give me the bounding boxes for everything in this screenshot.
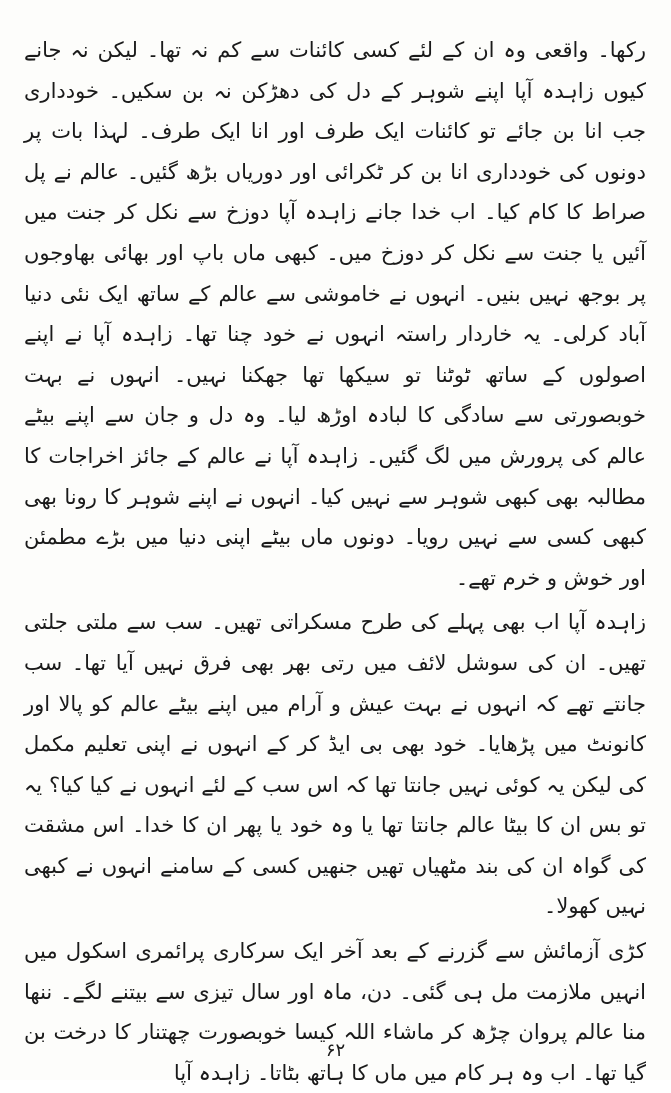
page-number: ۶۲ <box>325 1040 346 1061</box>
paragraph-3: کڑی آزمائش سے گزرنے کے بعد آخر ایک سرکاری پرائمری اسکول میں انہیں ملازمت مل ہی گئی۔ دن، ماہ اور سال تیزی سے بیتنے لگے۔ ننھا منا عالم پروان چڑھ کر ماشاء اللہ کیسا خوبصورت چھتنار کا درخت بن گیا تھا۔ اب وہ ہر کام میں ماں کا ہاتھ بٹاتا۔ زاہدہ آپا <box>24 939 646 1085</box>
page-body-text <box>24 30 646 1093</box>
paragraph-1: رکھا۔ واقعی وہ ان کے لئے کسی کائنات سے کم نہ تھا۔ لیکن نہ جانے کیوں زاہدہ آپا اپنے شوہر کے دل کی دھڑکن نہ بن سکیں۔ خودداری جب انا بن جائے تو کائنات ایک طرف اور انا ایک طرف۔ لہذا بات پر دونوں کی خودداری انا بن کر ٹکرائی اور دوریاں بڑھ گئیں۔ عالم نے پل صراط کا کام کیا۔ اب خدا جانے زاہدہ آپا دوزخ سے نکل کر جنت میں آئیں یا جنت سے نکل کر دوزخ میں۔ کبھی ماں باپ اور بھائی بھاوجوں پر بوجھ نہیں بنیں۔ انہوں نے خاموشی سے عالم کے ساتھ ایک نئی دنیا آباد کرلی۔ یہ خاردار راستہ انہوں نے خود چنا تھا۔ زاہدہ آپا نے اپنے اصولوں کے ساتھ ٹوٹنا تو سیکھا تھا جھکنا نہیں۔ انہوں نے بہت خوبصورتی سے سادگی کا لبادہ اوڑھ لیا۔ وہ دل و جان سے اپنے بیٹے عالم کی پرورش میں لگ گئیں۔ زاہدہ آپا نے عالم کے جائز اخراجات کا مطالبہ بھی کبھی شوہر سے نہیں کیا۔ انہوں نے اپنے شوہر کا رونا بھی کبھی کسی سے نہیں رویا۔ دونوں ماں بیٹے اپنی دنیا میں بڑے مطمئن اور خوش و خرم تھے۔ <box>24 38 646 590</box>
paragraph-2: زاہدہ آپا اب بھی پہلے کی طرح مسکراتی تھیں۔ سب سے ملتی جلتی تھیں۔ ان کی سوشل لائف میں رتی بھر بھی فرق نہیں آیا تھا۔ سب جانتے تھے کہ انہوں نے بہت عیش و آرام میں اپنے بیٹے عالم کو پالا اور کانونٹ میں پڑھایا۔ خود بھی بی ایڈ کر کے انہوں نے اپنی تعلیم مکمل کی لیکن یہ کوئی نہیں جانتا تھا کہ اس سب کے لئے انہوں نے کیا کیا؟ یہ تو بس ان کا بیٹا عالم جانتا تھا یا وہ خود یا پھر ان کا خدا۔ اس مشقت کی گواہ ان کی بند مٹھیاں تھیں جنھیں کسی کے سامنے انہوں نے کبھی نہیں کھولا۔ <box>24 610 646 919</box>
